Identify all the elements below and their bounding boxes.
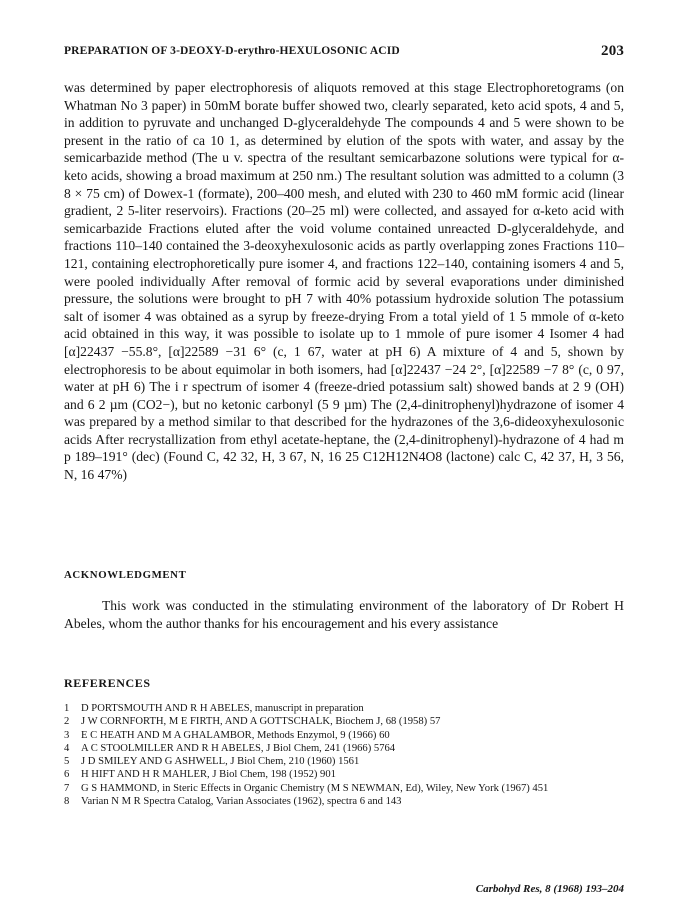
- reference-number: 6: [64, 769, 70, 781]
- reference-item: [64, 795, 624, 808]
- running-header: [64, 43, 624, 61]
- reference-text: A C STOOLMILLER AND R H ABELES, J Biol Chem, 241 (1966) 5764: [81, 742, 396, 754]
- reference-number: 5: [64, 756, 70, 768]
- reference-item: [64, 729, 624, 742]
- reference-item: [64, 702, 624, 715]
- reference-text: E C HEATH AND M A GHALAMBOR, Methods Enzymol, 9 (1966) 60: [81, 729, 390, 741]
- reference-number: 8: [64, 796, 70, 808]
- reference-number: 3: [64, 729, 70, 741]
- reference-text: G S HAMMOND, in Steric Effects in Organic Chemistry (M S NEWMAN, Ed), Wiley, New York (1967) 451: [81, 782, 549, 794]
- acknowledgment-text: This work was conducted in the stimulating environment of the laboratory of Dr Robert H Abeles, whom the author thanks for his encouragement and his every assistance: [64, 598, 624, 631]
- page-number: 203: [601, 43, 624, 59]
- reference-number: 7: [64, 782, 70, 794]
- reference-number: 1: [64, 703, 70, 714]
- reference-item: [64, 755, 624, 768]
- reference-number: 4: [64, 742, 70, 754]
- reference-item: [64, 742, 624, 755]
- references-list: [64, 702, 624, 808]
- journal-reference: Carbohyd Res, 8 (1968) 193–204: [475, 883, 624, 895]
- acknowledgment-heading: ACKNOWLEDGMENT: [64, 569, 187, 581]
- body-paragraph: was determined by paper electrophoresis of aliquots removed at this stage Electrophoretograms (on Whatman No 3 paper) in 50mM borate buffer showed two, clearly separated, keto acid spots, 4 and 5, in addition to pyruvate and unchanged D-glyceraldehyde The compounds 4 and 5 were shown to be present in the ratio of ca 10 1, as determined by elution of the spots with water, and assay by the semicarbazide method (The u v. spectra of the resultant semicarbazone solutions were typical for α-keto acids, showing a broad maximum at 250 nm.) The resultant solution was admitted to a column (3 8 × 75 cm) of Dowex-1 (formate), 200–400 mesh, and eluted with 230 to 460 mM formic acid (linear gradient, 2 5-liter reservoirs). Fractions (20–25 ml) were collected, and assayed for α-keto acid with semicarbazide Fractions eluted after the void volume contained unreacted D-glyceraldehyde, and fractions 110–140 contained the 3-deoxyhexulosonic acids as partly overlapping zones Fractions 110–121, containing electrophoretically pure isomer 4, and fractions 122–140, containing isomers 4 and 5, were pooled individually After removal of formic acid by several evaporations under diminished pressure, the solutions were brought to pH 7 with 40% potassium hydroxide solution The potassium salt of isomer 4 was obtained as a syrup by freeze-drying From a total yield of 1 5 mmole of α-keto acid obtained in this way, it was possible to isolate up to 1 mmole of pure isomer 4 Isomer 4 had [α]22437 −55.8°, [α]22589 −31 6° (c, 1 67, water at pH 6) A mixture of 4 and 5, shown by electrophoresis to be about equimolar in both isomers, had [α]22437 −24 2°, [α]22589 −7 8° (c, 0 97, water at pH 6) The i r spectrum of isomer 4 (freeze-dried potassium salt) showed bands at 2 9 (OH) and 6 2 µm (CO2−), but no ketonic carbonyl (5 9 µm) The (2,4-dinitrophenyl)hydrazone of isomer 4 was prepared by a method similar to that described for the hydrazones of the 3,6-dideoxyhexulosonic acids After recrystallization from ethyl acetate-heptane, the (2,4-dinitrophenyl)-hydrazone of 4 had m p 189–191° (dec) (Found C, 42 32, H, 3 67, N, 16 25 C12H12N4O8 (lactone) calc C, 42 37, H, 3 56, N, 16 47%): [64, 80, 624, 483]
- reference-text: Varian N M R Spectra Catalog, Varian Associates (1962), spectra 6 and 143: [81, 796, 402, 808]
- reference-text: J W CORNFORTH, M E FIRTH, AND A GOTTSCHALK, Biochem J, 68 (1958) 57: [81, 716, 441, 728]
- reference-text: D PORTSMOUTH AND R H ABELES, manuscript in preparation: [81, 703, 364, 714]
- reference-item: [64, 715, 624, 728]
- reference-item: [64, 768, 624, 781]
- reference-number: 2: [64, 716, 70, 728]
- reference-text: H HIFT AND H R MAHLER, J Biol Chem, 198 (1952) 901: [81, 769, 336, 781]
- running-title: PREPARATION OF 3-DEOXY-D-erythro-HEXULOSONIC ACID: [64, 45, 400, 57]
- references-heading: REFERENCES: [64, 676, 151, 690]
- reference-text: J D SMILEY AND G ASHWELL, J Biol Chem, 210 (1960) 1561: [81, 756, 360, 768]
- reference-item: [64, 782, 624, 795]
